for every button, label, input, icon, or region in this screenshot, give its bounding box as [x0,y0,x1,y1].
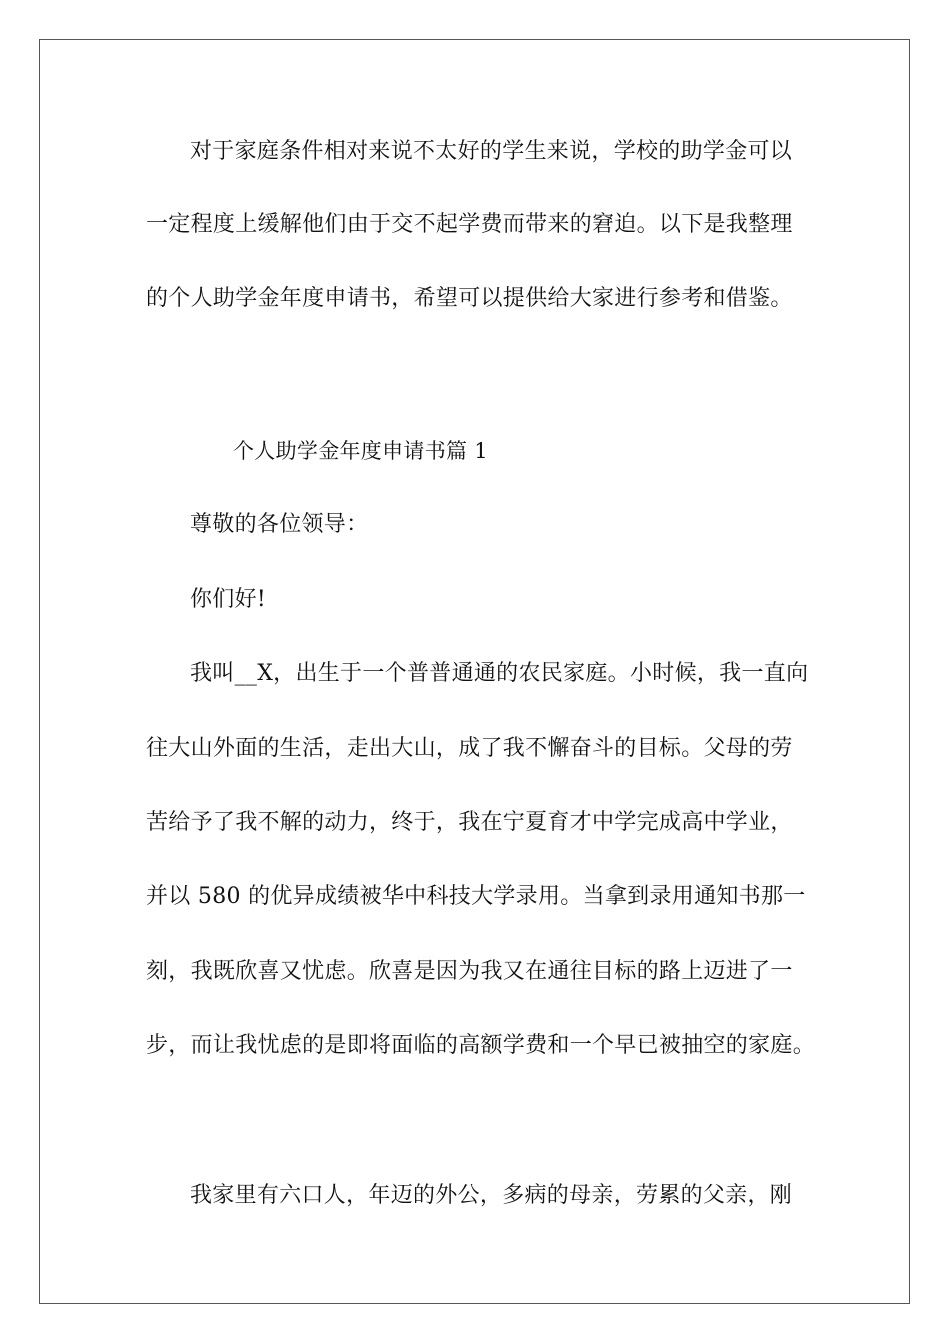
salutation: 尊敬的各位领导： [190,512,369,537]
paragraph1-line-5: 刻，我既欣喜又忧虑。欣喜是因为我又在通往目标的路上迈进了一 [146,959,793,984]
greeting: 你们好! [190,587,267,612]
paragraph1-line-6: 步，而让我忧虑的是即将面临的高额学费和一个早已被抽空的家庭。 [146,1033,816,1058]
paragraph1-line-2: 往大山外面的生活，走出大山，成了我不懈奋斗的目标。父母的劳 [146,736,793,761]
intro-text-1: 对于家庭条件相对来说不太好的学生来说，学校的助学金可以 [190,139,793,164]
paragraph2-line-1: 我家里有六口人，年迈的外公，多病的母亲，劳累的父亲，刚 [190,1183,793,1208]
paragraph1-line-3: 苦给予了我不解的动力，终于，我在宁夏育才中学完成高中学业， [146,810,793,835]
paragraph1-line-1: 我叫__X，出生于一个普普通通的农民家庭。小时候，我一直向 [190,661,809,686]
section-title: 个人助学金年度申请书篇 1 [233,439,488,463]
intro-line-2: 一定程度上缓解他们由于交不起学费而带来的窘迫。以下是我整理 [146,212,793,237]
intro-line-1 [146,137,792,167]
paragraph1-line-4: 并以 580 的优异成绩被华中科技大学录用。当拿到录用通知书那一 [146,884,806,909]
intro-line-3: 的个人助学金年度申请书，希望可以提供给大家进行参考和借鉴。 [146,286,793,311]
